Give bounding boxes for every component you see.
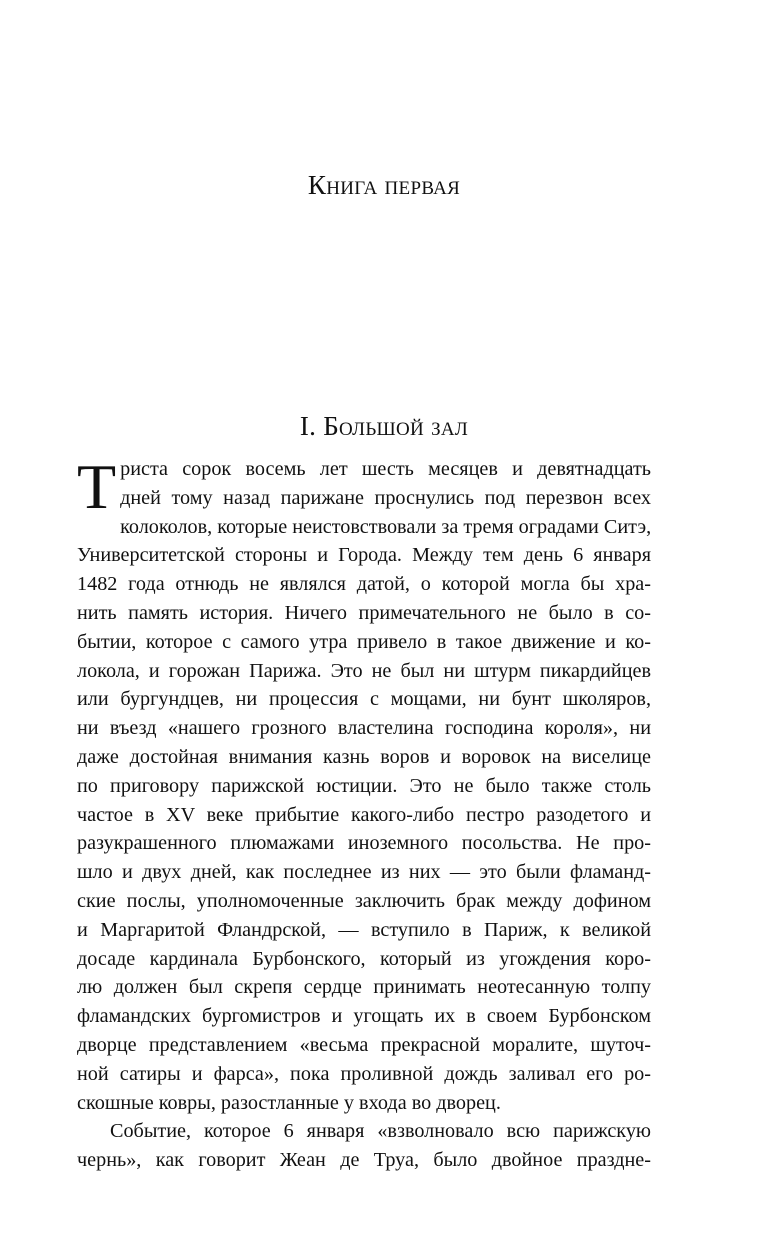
text-line: 1482 года отнюдь не являлся датой, о которой могла бы хра- bbox=[77, 573, 651, 596]
body-text bbox=[77, 451, 652, 1175]
chapter-title: I. Большой зал bbox=[299, 411, 469, 441]
text-line: разукрашенного плюмажами иноземного посольства. Не про- bbox=[77, 832, 651, 855]
text-line: Университетской стороны и Города. Между тем день 6 января bbox=[77, 544, 651, 567]
text-line: бытии, которое с самого утра привело в такое движение и ко- bbox=[77, 630, 651, 653]
text-line: ной сатиры и фарса», пока проливной дождь заливал его ро- bbox=[77, 1062, 651, 1085]
text-line: колоколов, которые неистовствовали за тремя оградами Ситэ, bbox=[120, 515, 652, 538]
text-line: фламандских бургомистров и угощать их в своем Бурбонском bbox=[77, 1005, 651, 1028]
paragraph-2 bbox=[77, 1117, 651, 1175]
text-line: нить память история. Ничего примечательного не было в со- bbox=[77, 601, 651, 624]
text-line: или бургундцев, ни процессия с мощами, ни бунт школяров, bbox=[77, 688, 651, 711]
text-line: лю должен был скрепя сердце принимать неотесанную толпу bbox=[77, 976, 651, 999]
text-line: ни въезд «нашего грозного властелина господина короля», ни bbox=[77, 717, 651, 740]
text-line: локола, и горожан Парижа. Это не был ни штурм пикардийцев bbox=[77, 659, 651, 682]
text-line: ские послы, уполномоченные заключить брак между дофином bbox=[77, 889, 651, 912]
text-line: по приговору парижской юстиции. Это не было также столь bbox=[77, 774, 651, 797]
text-line: риста сорок восемь лет шесть месяцев и девятнадцать bbox=[120, 458, 651, 480]
text-line: досаде кардинала Бурбонского, который из угождения коро- bbox=[77, 947, 651, 970]
paragraph-1 bbox=[77, 451, 652, 1117]
text-line: скошные ковры, разостланные у входа во дворец. bbox=[77, 1091, 501, 1114]
book-title: Книга первая bbox=[307, 170, 461, 200]
text-line: даже достойная внимания казнь воров и воровок на виселице bbox=[77, 745, 651, 768]
text-line: дворце представлением «весьма прекрасной моралите, шуточ- bbox=[77, 1033, 651, 1056]
text-line: шло и двух дней, как последнее из них — это были фламанд- bbox=[77, 861, 651, 884]
text-line: частое в XV веке прибытие какого-либо пестро разодетого и bbox=[77, 803, 651, 826]
text-line: Событие, которое 6 января «взволновало всю парижскую bbox=[110, 1120, 651, 1143]
text-line: дней тому назад парижане проснулись под перезвон всех bbox=[120, 486, 651, 509]
text-line: чернь», как говорит Жеан де Труа, было двойное праздне- bbox=[77, 1149, 651, 1172]
text-line: и Маргаритой Фландрской, — вступило в Париж, к великой bbox=[77, 918, 651, 941]
drop-cap: Т bbox=[77, 451, 117, 522]
